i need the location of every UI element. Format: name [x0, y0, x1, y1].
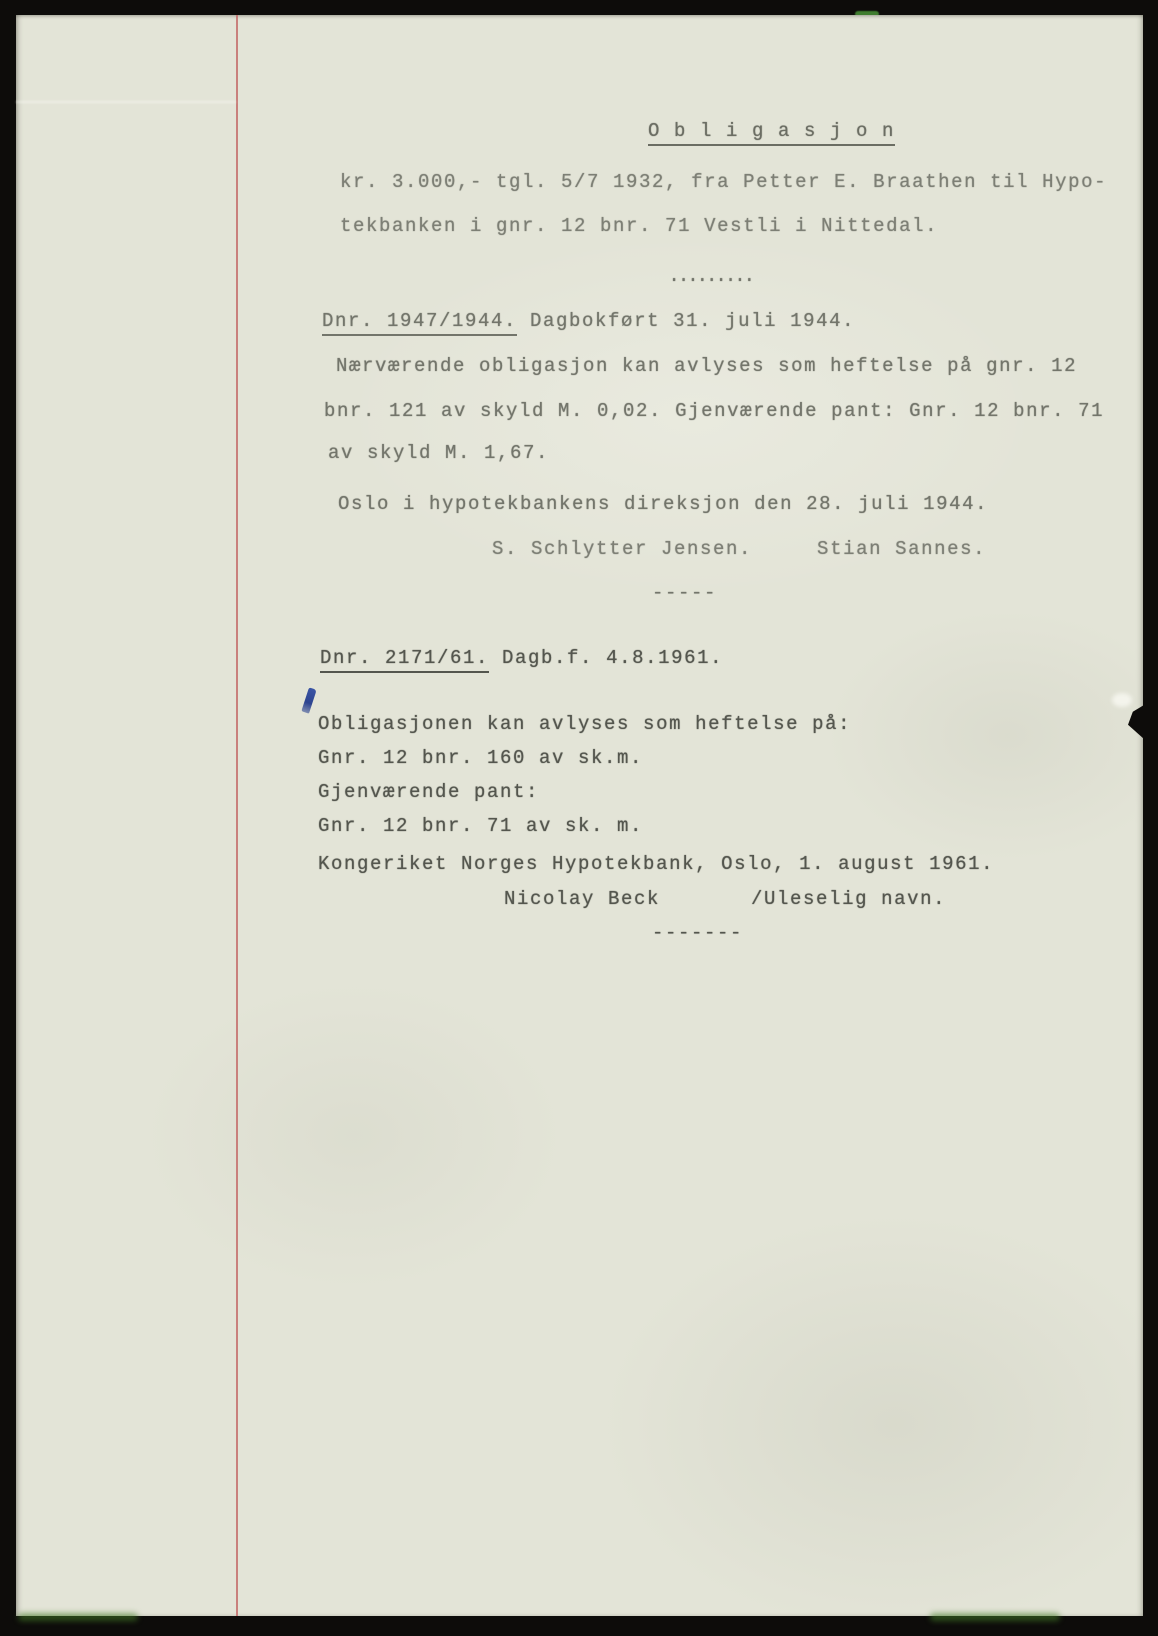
entry-1944-place-date: Oslo i hypotekbankens direksjon den 28. juli 1944.	[338, 493, 989, 515]
scan-artifact-green-bottom-left	[18, 1613, 138, 1621]
paper-sheet	[16, 15, 1143, 1616]
mortgage-1932-line-1: kr. 3.000,- tgl. 5/7 1932, fra Petter E. Braathen til Hypo-	[340, 171, 1108, 193]
entry-1944-body-line-2: bnr. 121 av skyld M. 0,02. Gjenværende pant: Gnr. 12 bnr. 71	[324, 400, 1105, 422]
mortgage-1932-line-2: tekbanken i gnr. 12 bnr. 71 Vestli i Nittedal.	[340, 215, 939, 237]
scan-artifact-green-bottom-right	[930, 1613, 1060, 1621]
entry-1961-body-line-2: Gnr. 12 bnr. 160 av sk.m.	[318, 747, 644, 769]
red-margin-line	[236, 15, 238, 1616]
dash-separator-1961: -------	[652, 922, 744, 944]
page-title-text: O b l i g a s j o n	[648, 120, 895, 146]
paper-crease	[16, 101, 236, 103]
entry-1961-signatures: Nicolay Beck /Uleselig navn.	[504, 888, 947, 910]
entry-1944-body-line-3: av skyld M. 1,67.	[328, 442, 550, 464]
entry-1961-body-line-4: Gnr. 12 bnr. 71 av sk. m.	[318, 815, 644, 837]
dash-separator-1944: -----	[652, 582, 718, 604]
entry-1961-journal-ref: Dnr. 2171/61.	[320, 647, 489, 673]
entry-1961-journal-line	[242, 622, 723, 694]
entry-1944-journal-ref: Dnr. 1947/1944.	[322, 310, 517, 336]
entry-1944-journal-note: Dagbokført 31. juli 1944.	[517, 310, 856, 332]
entry-1961-journal-note: Dagb.f. 4.8.1961.	[489, 647, 724, 669]
entry-1961-body-line-5: Kongeriket Norges Hypotekbank, Oslo, 1. august 1961.	[318, 853, 995, 875]
paper-edge-notch	[1128, 705, 1144, 739]
entry-1961-body-line-1: Obligasjonen kan avlyses som heftelse på:	[318, 713, 852, 735]
paper-tear-highlight	[1112, 693, 1132, 707]
entry-1944-signatures: S. Schlytter Jensen. Stian Sannes.	[492, 538, 987, 560]
entry-1944-body-line-1: Nærværende obligasjon kan avlyses som heftelse på gnr. 12	[336, 355, 1078, 377]
dots-separator: .........	[668, 265, 754, 287]
entry-1961-body-line-3: Gjenværende pant:	[318, 781, 540, 803]
